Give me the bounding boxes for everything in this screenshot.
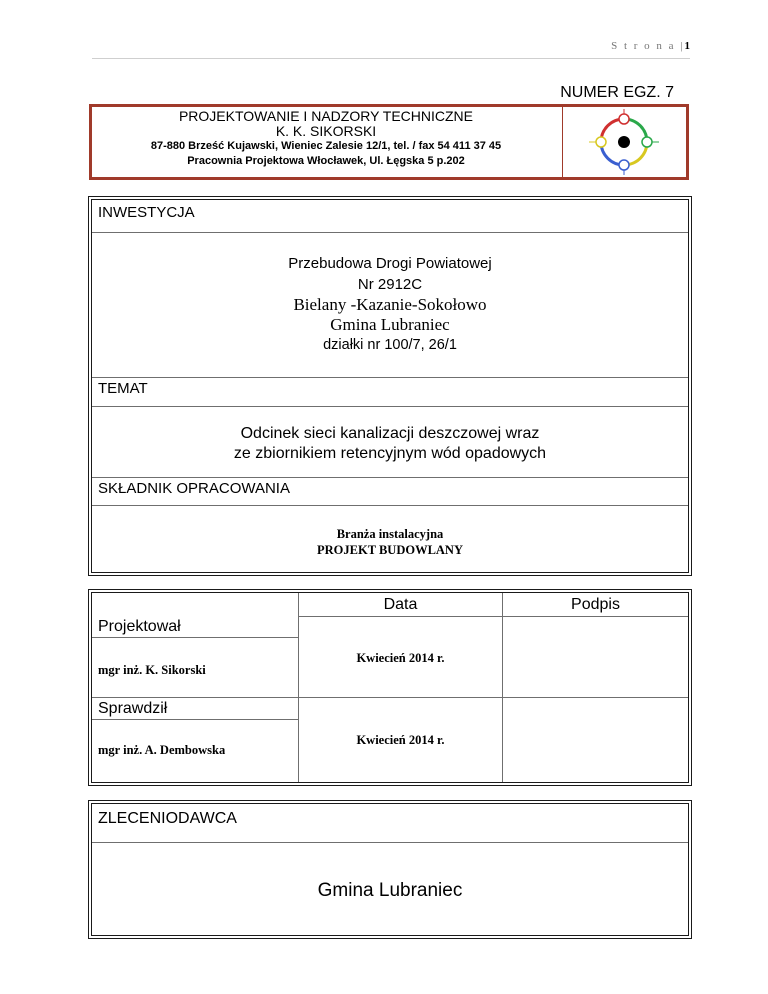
divider bbox=[92, 406, 688, 407]
topic-line1: Odcinek sieci kanalizacji deszczowej wraz bbox=[240, 425, 540, 442]
designed-label: Projektował bbox=[98, 618, 181, 635]
company-address: 87-880 Brześć Kujawski, Wieniec Zalesie 12/1, tel. / fax 54 411 37 45 bbox=[150, 140, 502, 152]
divider bbox=[298, 593, 299, 782]
company-name-line2: K. K. SIKORSKI bbox=[275, 123, 377, 139]
designed-date: Kwiecień 2014 r. bbox=[356, 651, 445, 665]
divider bbox=[92, 842, 688, 843]
component-line2: PROJEKT BUDOWLANY bbox=[317, 543, 463, 557]
company-divider bbox=[562, 107, 563, 177]
divider bbox=[92, 232, 688, 233]
divider bbox=[299, 616, 688, 617]
divider bbox=[92, 637, 299, 638]
divider bbox=[92, 505, 688, 506]
designed-name: mgr inż. K. Sikorski bbox=[98, 663, 206, 677]
investment-label: INWESTYCJA bbox=[98, 204, 195, 221]
checked-label: Sprawdził bbox=[98, 700, 168, 717]
investment-line1: Przebudowa Drogi Powiatowej bbox=[288, 255, 492, 272]
signature-header: Podpis bbox=[571, 596, 620, 613]
component-content bbox=[92, 526, 688, 558]
client-name: Gmina Lubraniec bbox=[317, 880, 463, 901]
investment-content bbox=[92, 253, 688, 356]
checked-date: Kwiecień 2014 r. bbox=[356, 733, 445, 747]
page-header bbox=[92, 40, 690, 59]
company-info bbox=[92, 109, 560, 169]
project-info-frame bbox=[88, 196, 692, 576]
company-name-line1: PROJEKTOWANIE I NADZORY TECHNICZNE bbox=[178, 108, 474, 124]
client-label: ZLECENIODAWCA bbox=[98, 810, 237, 827]
client-frame bbox=[88, 800, 692, 939]
topic-line2: ze zbiornikiem retencyjnym wód opadowych bbox=[233, 445, 547, 462]
divider bbox=[92, 377, 688, 378]
topic-label: TEMAT bbox=[98, 380, 148, 397]
investment-line3: Bielany -Kazanie-Sokołowo bbox=[293, 295, 487, 314]
company-box bbox=[89, 104, 689, 180]
page-word: S t r o n a | bbox=[611, 40, 685, 52]
divider bbox=[92, 719, 299, 720]
company-office: Pracownia Projektowa Włocławek, Ul. Łęgska 5 p.202 bbox=[187, 155, 465, 167]
topic-content bbox=[92, 424, 688, 464]
component-line1: Branża instalacyjna bbox=[336, 527, 444, 541]
page-number: 1 bbox=[684, 40, 690, 52]
divider bbox=[502, 593, 503, 782]
investment-line5: działki nr 100/7, 26/1 bbox=[323, 337, 457, 353]
company-logo-icon bbox=[589, 109, 659, 175]
investment-line2: Nr 2912C bbox=[357, 276, 423, 293]
checked-name: mgr inż. A. Dembowska bbox=[98, 743, 226, 757]
component-label: SKŁADNIK OPRACOWANIA bbox=[98, 480, 290, 497]
copy-number: NUMER EGZ. 7 bbox=[560, 84, 674, 101]
date-header: Data bbox=[383, 596, 418, 613]
signatures-frame bbox=[88, 589, 692, 786]
divider bbox=[92, 477, 688, 478]
investment-line4: Gmina Lubraniec bbox=[330, 315, 450, 334]
divider bbox=[92, 697, 688, 698]
